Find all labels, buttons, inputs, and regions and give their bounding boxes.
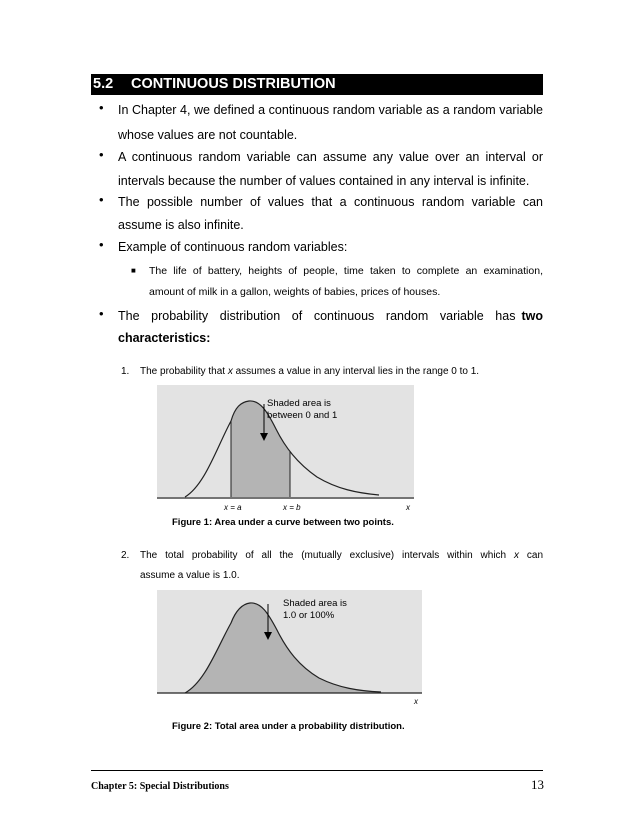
bullet-2-line2: intervals because the number of values contained in any interval is infinite. (118, 174, 530, 188)
figure-1-label-a: x = a (224, 503, 242, 512)
figure-1-note-2: between 0 and 1 (267, 410, 338, 421)
bullet-dot: • (99, 192, 104, 207)
bullet-dot: • (99, 147, 104, 162)
item-2-var: x (514, 550, 519, 561)
sub-bullet-line1: The life of battery, heights of people, time taken to complete an examination, (149, 265, 543, 277)
footer-chapter: Chapter 5: Special Distributions (91, 781, 229, 792)
item-1-number: 1. (121, 366, 130, 377)
bullet-dot: • (99, 306, 104, 321)
figure-1-chart (157, 385, 414, 513)
bullet-2-line1: A continuous random variable can assume any value over an interval or (118, 150, 543, 164)
bullet-5-text: The probability distribution of continuous random variable has (118, 309, 516, 323)
figure-2-axis-label: x (414, 697, 418, 706)
item-2-line1 (140, 546, 543, 566)
bullet-5-line2: characteristics: (118, 331, 211, 345)
section-number: 5.2 (93, 76, 114, 92)
bullet-5-line1 (118, 305, 543, 327)
bullet-dot: • (99, 100, 104, 115)
footer-rule (91, 770, 543, 771)
bullet-3-line1: The possible number of values that a continuous random variable can (118, 195, 543, 209)
bullet-3-line2: assume is also infinite. (118, 218, 244, 232)
item-2-pre: The total probability of all the (mutually exclusive) intervals within which (140, 550, 514, 561)
page-number: 13 (531, 777, 544, 792)
sub-bullet-line2: amount of milk in a gallon, weights of babies, prices of houses. (149, 286, 441, 298)
square-bullet-icon: ■ (131, 266, 136, 275)
figure-1-note-1: Shaded area is (267, 398, 331, 409)
item-1-pre: The probability that (140, 366, 228, 377)
item-2-post: can (519, 550, 543, 561)
item-1-text (140, 362, 479, 382)
item-1-post: assumes a value in any interval lies in the range 0 to 1. (232, 366, 480, 377)
bullet-4-line1: Example of continuous random variables: (118, 240, 348, 254)
figure-2-note-2: 1.0 or 100% (283, 610, 335, 621)
figure-1-caption: Figure 1: Area under a curve between two points. (172, 517, 394, 528)
bullet-dot: • (99, 237, 104, 252)
section-title: CONTINUOUS DISTRIBUTION (131, 76, 336, 92)
figure-2-caption: Figure 2: Total area under a probability distribution. (172, 721, 405, 732)
section-heading (91, 74, 543, 95)
bullet-1-line2: whose values are not countable. (118, 128, 298, 142)
figure-1-label-b: x = b (283, 503, 301, 512)
figure-2-note-1: Shaded area is (283, 598, 347, 609)
bullet-1-line1: In Chapter 4, we defined a continuous random variable as a random variable (118, 103, 543, 117)
figure-2-chart (157, 590, 422, 708)
figure-1-axis-label: x (406, 503, 410, 512)
item-2-line2: assume a value is 1.0. (140, 570, 240, 581)
item-2-number: 2. (121, 550, 130, 561)
item-1-var: x (227, 366, 233, 377)
bullet-5-bold: two (521, 309, 543, 323)
